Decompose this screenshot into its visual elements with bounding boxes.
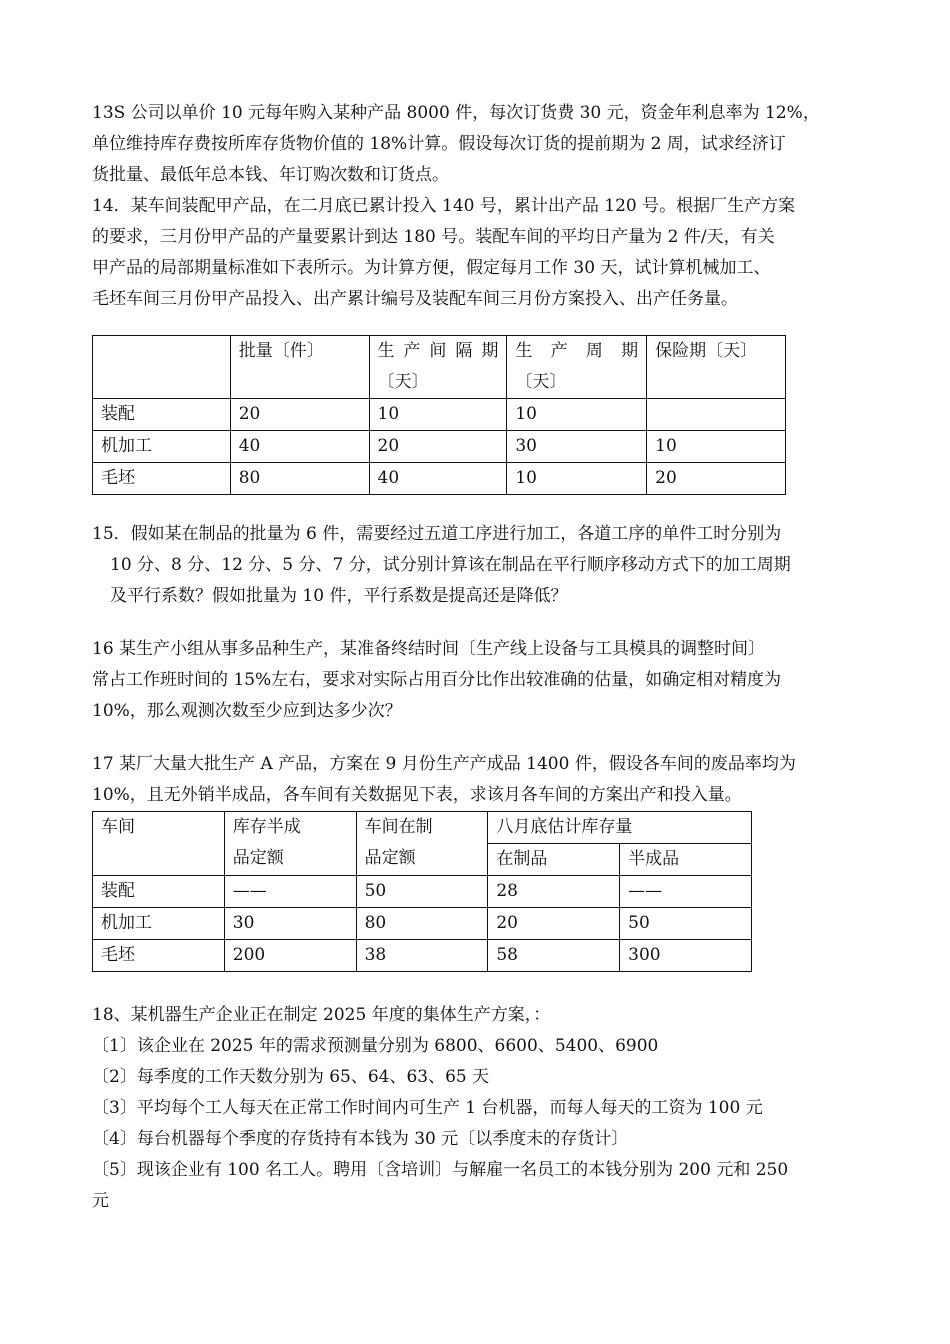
table-header-row: [93, 812, 752, 844]
table-cell: 40: [369, 463, 507, 495]
q16-line-3: 10%，那么观测次数至少应到达多少次？: [92, 701, 402, 721]
table-cell: 机加工: [93, 908, 225, 940]
table-cell: 10: [647, 431, 786, 463]
table-cell: 20: [488, 908, 620, 940]
table-cell: 装配: [93, 399, 231, 431]
q14-line-3: 甲产品的局部期量标准如下表所示。为计算方便，假定每月工作 30 天，试计算机械加工、: [92, 258, 771, 278]
q18-item-5: 〔5〕现该企业有 100 名工人。聘用〔含培训〕与解雇一名员工的本钱分别为 200 元和 250: [92, 1160, 789, 1180]
question-17: [92, 749, 864, 972]
q17-line-1: 17 某厂大量大批生产 A 产品，方案在 9 月份生产产成品 1400 件，假设各车间的废品率均为: [92, 754, 796, 774]
header-cell: 保险期〔天〕: [647, 336, 786, 399]
q16-line-2: 常占工作班时间的 15%左右，要求对实际占用百分比作出较准确的估量，如确定相对精度为: [92, 670, 782, 690]
header-cell: 批量〔件〕: [230, 336, 369, 399]
table-row: [93, 463, 786, 495]
q18-item-2: 〔2〕每季度的工作天数分别为 65、64、63、65 天: [92, 1067, 490, 1087]
table-cell: ——: [620, 876, 752, 908]
table-cell: 机加工: [93, 431, 231, 463]
q14-line-4: 毛坯车间三月份甲产品投入、出产累计编号及装配车间三月份方案投入、出产任务量。: [92, 289, 738, 309]
table-cell: 10: [507, 399, 647, 431]
table-cell: ——: [224, 876, 356, 908]
header-cell: [93, 336, 231, 399]
q14-line-1: 14．某车间装配甲产品，在二月底已累计投入 140 号，累计出产品 120 号。根据厂生产方案: [92, 196, 796, 216]
q18-line-1: 18、某机器生产企业正在制定 2025 年度的集体生产方案，：: [92, 1005, 551, 1025]
question-18: [92, 1000, 864, 1217]
header-cell: 在制品: [488, 844, 620, 876]
table-cell: 10: [507, 463, 647, 495]
table-cell: [647, 399, 786, 431]
table-cell: 毛坯: [93, 463, 231, 495]
table-cell: 58: [488, 940, 620, 972]
table-cell: 20: [369, 431, 507, 463]
table-cell: 20: [230, 399, 369, 431]
table-row: [93, 431, 786, 463]
question-16: [92, 634, 864, 727]
q13-line-2: 单位维持库存费按所库存货物价值的 18%计算。假设每次订货的提前期为 2 周，试求经济订: [92, 134, 786, 154]
table-cell: 80: [356, 908, 488, 940]
table-cell: 装配: [93, 876, 225, 908]
table-cell: 10: [369, 399, 507, 431]
table-cell: 200: [224, 940, 356, 972]
header-cell: 车间在制 品定额: [356, 812, 488, 876]
q15-line-1: 15．假如某在制品的批量为 6 件，需要经过五道工序进行加工，各道工序的单件工时分别为: [92, 524, 782, 544]
table-row: [93, 908, 752, 940]
table-cell: 300: [620, 940, 752, 972]
q14-line-2: 的要求，三月份甲产品的产量要累计到达 180 号。装配车间的平均日产量为 2 件/天，有关: [92, 227, 775, 247]
q18-item-3: 〔3〕平均每个工人每天在正常工作时间内可生产 1 台机器，而每人每天的工资为 100 元: [92, 1098, 763, 1118]
header-cell: 生 产 周 期 〔天〕: [507, 336, 647, 399]
q18-item-5-cont: 元: [92, 1191, 109, 1211]
q18-item-1: 〔1〕该企业在 2025 年的需求预测量分别为 6800、6600、5400、6900: [92, 1036, 659, 1056]
header-cell: 车间: [93, 812, 225, 876]
table-header-row: [93, 336, 786, 399]
table-cell: 30: [507, 431, 647, 463]
q16-line-1: 16 某生产小组从事多品种生产，某准备终结时间〔生产线上设备与工具模具的调整时间〕: [92, 639, 766, 659]
table-cell: 50: [620, 908, 752, 940]
header-cell: 八月底估计库存量: [488, 812, 752, 844]
table-row: [93, 399, 786, 431]
table-cell: 28: [488, 876, 620, 908]
question-13: [92, 98, 864, 191]
document-page: [92, 98, 864, 1217]
table-cell: 20: [647, 463, 786, 495]
table-row: [93, 876, 752, 908]
q17-line-2: 10%，且无外销半成品，各车间有关数据见下表，求该月各车间的方案出产和投入量。: [92, 785, 742, 805]
q15-line-3: 及平行系数？假如批量为 10 件，平行系数是提高还是降低？: [110, 586, 568, 606]
question-14: [92, 191, 864, 495]
table-cell: 30: [224, 908, 356, 940]
table-cell: 毛坯: [93, 940, 225, 972]
header-cell: 生 产 间 隔 期 〔天〕: [369, 336, 507, 399]
q15-line-2: 10 分、8 分、12 分、5 分、7 分，试分别计算该在制品在平行顺序移动方式下的加工周期: [110, 555, 791, 575]
table-cell: 80: [230, 463, 369, 495]
header-cell: 库存半成 品定额: [224, 812, 356, 876]
question-15: [92, 519, 864, 612]
table-cell: 50: [356, 876, 488, 908]
q17-table: [92, 811, 752, 972]
q14-table: [92, 335, 786, 495]
q13-line-1: 13S 公司以单价 10 元每年购入某种产品 8000 件，每次订货费 30 元，资金年利息率为 12%，: [92, 103, 820, 123]
header-cell: 半成品: [620, 844, 752, 876]
table-cell: 38: [356, 940, 488, 972]
q18-item-4: 〔4〕每台机器每个季度的存货持有本钱为 30 元〔以季度未的存货计〕: [92, 1129, 629, 1149]
q13-line-3: 货批量、最低年总本钱、年订购次数和订货点。: [92, 165, 449, 185]
table-cell: 40: [230, 431, 369, 463]
table-row: [93, 940, 752, 972]
